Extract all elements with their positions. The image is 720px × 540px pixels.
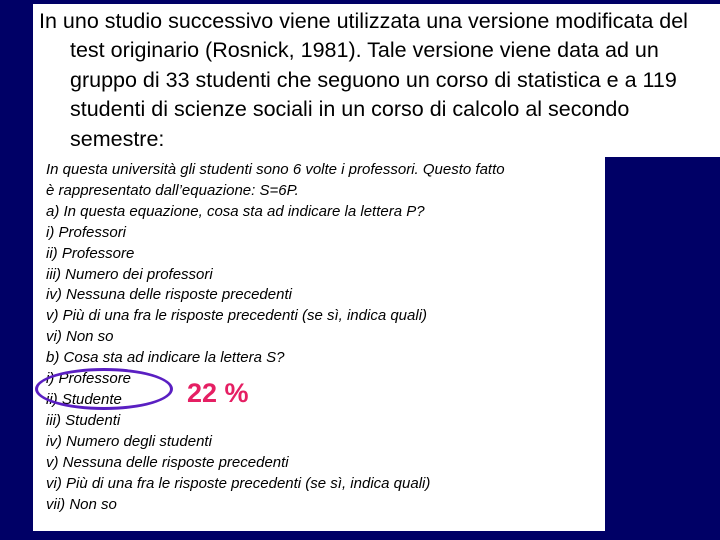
answer-option: vii) Non so [46, 495, 117, 513]
question-line: In questa università gli studenti sono 6 volte i professori. Questo fatto [46, 161, 505, 178]
answer-option: vi) Più di una fra le risposte precedenti (se sì, indica quali) [46, 474, 431, 492]
answer-option: iii) Numero dei professori [46, 265, 213, 283]
answer-highlight-ellipse [35, 368, 173, 410]
answer-option: iii) Studenti [46, 411, 121, 429]
slide-title-box [33, 4, 720, 157]
answer-option: v) Più di una fra le risposte precedenti (se sì, indica quali) [46, 307, 428, 325]
question-box [33, 155, 605, 531]
question-a-prompt: a) In questa equazione, cosa sta ad indicare la lettera P? [46, 202, 425, 220]
question-line: è rappresentato dall’equazione: S=6P. [46, 181, 299, 199]
answer-option: ii) Professore [46, 244, 135, 262]
answer-option: iv) Nessuna delle risposte precedenti [46, 286, 292, 304]
answer-option: vi) Non so [46, 328, 114, 346]
answer-option-highlighted: i) Professore [46, 370, 132, 388]
answer-option: iv) Numero degli studenti [46, 432, 212, 450]
question-b-prompt: b) Cosa sta ad indicare la lettera S? [46, 349, 285, 367]
slide-title: In uno studio successivo viene utilizzata una versione modificata del test originario (Rosnick, 1981). Tale versione viene data ad un gruppo di 33 studenti che seguono un corso di statistica e a 119 studenti di scienze sociali in un corso di calcolo al secondo semestre: [39, 9, 688, 151]
answer-option: v) Nessuna delle risposte precedenti [46, 453, 289, 471]
answer-option: ii) Studente [46, 390, 122, 408]
percentage-label: 22 % [187, 378, 249, 408]
answer-option: i) Professori [46, 223, 127, 241]
